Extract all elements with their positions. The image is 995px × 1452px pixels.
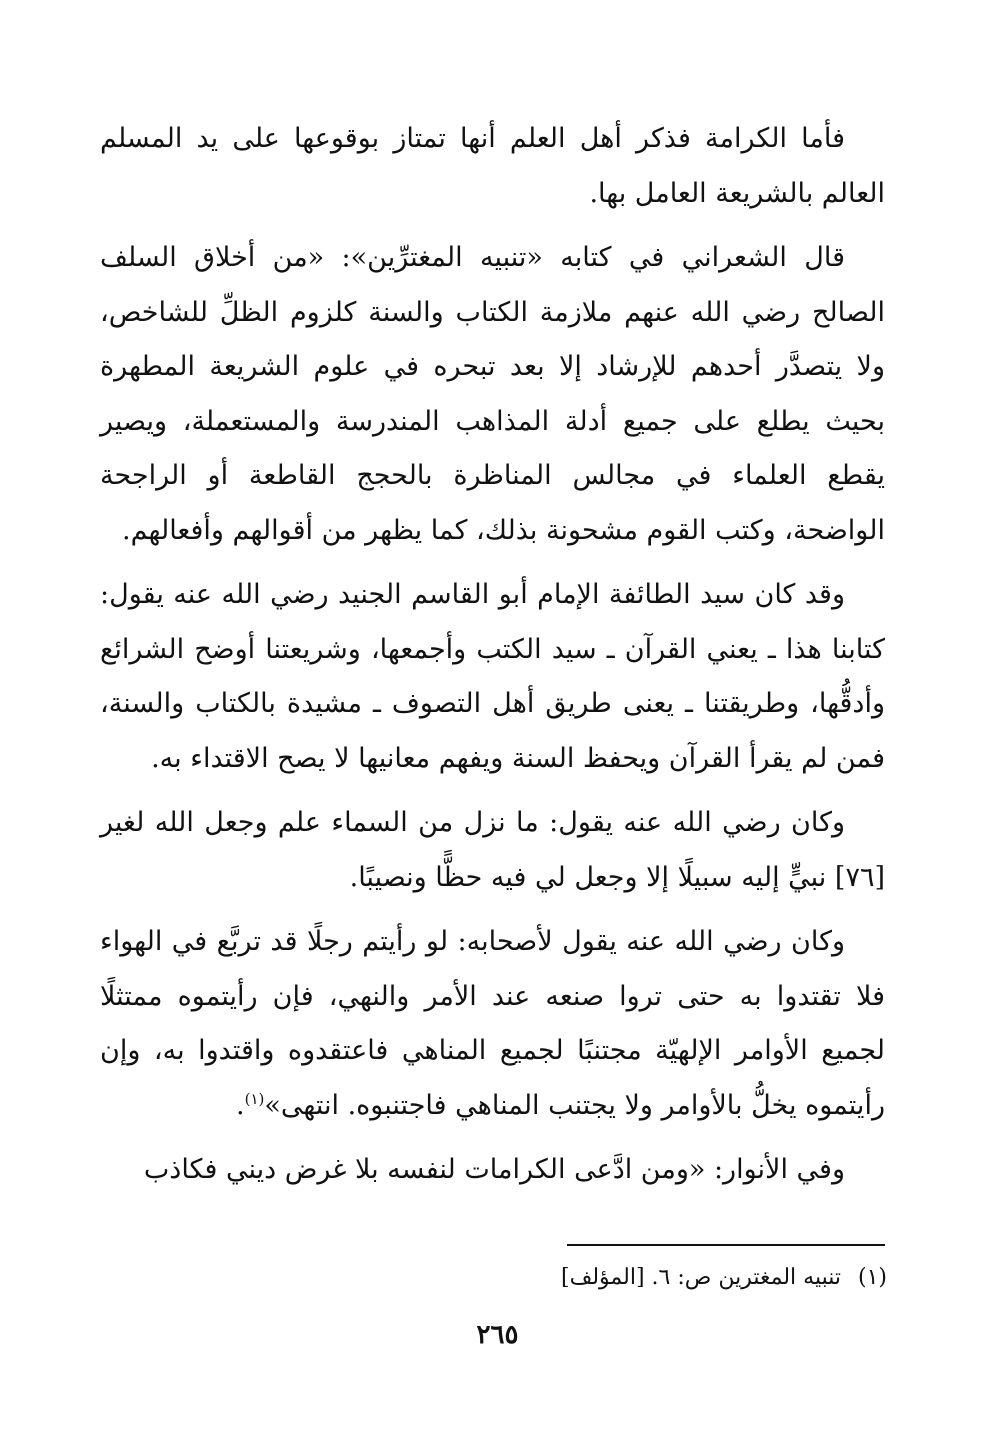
footnote-divider (567, 1244, 885, 1246)
paragraph-junayd: وقد كان سيد الطائفة الإمام أبو القاسم الجنيد رضي الله عنه يقول: كتابنا هذا ـ يعني القرآن ـ سيد الكتب وأجمعها، وشريعتنا أوضح الشرائع وأدقُّها، وطريقتنا ـ يعنى طريق أهل التصوف ـ مشيدة بالكتاب والسنة، فمن لم يقرأ القرآن ويحفظ السنة ويفهم معانيها لا يصح الاقتداء به. (100, 579, 885, 774)
footnote-reference: (١) (244, 1089, 265, 1108)
footnote-number: (١) (857, 1265, 887, 1290)
paragraph-companions-text: وكان رضي الله عنه يقول لأصحابه: لو رأيتم رجلًا قد تربَّع في الهواء فلا تقتدوا به حتى تروا صنعه عند الأمر والنهي، فإن رأيتموه ممتثلًا لجميع الأوامر الإلهيّة مجتنبًا لجميع المناهي فاعتقدوه واقتدوا به، وإن رأيتموه يخلُّ بالأوامر ولا يجتنب المناهي فاجتنبوه. انتهى» (100, 926, 885, 1121)
paragraph-companions: وكان رضي الله عنه يقول لأصحابه: لو رأيتم رجلًا قد تربَّع في الهواء فلا تقتدوا به حتى تروا صنعه عند الأمر والنهي، فإن رأيتموه ممتثلًا لجميع الأوامر الإلهيّة مجتنبًا لجميع المناهي فاعتقدوه واقتدوا به، وإن رأيتموه يخلُّ بالأوامر ولا يجتنب المناهي فاجتنبوه. انتهى»$^{(١)}$. (100, 926, 885, 1121)
page-number: ٢٦٥ (476, 1320, 519, 1350)
paragraph-karama: فأما الكرامة فذكر أهل العلم أنها تمتاز بوقوعها على يد المسلم العالم بالشريعة العامل بها. (100, 123, 885, 209)
paragraph-sharani-quote: قال الشعراني في كتابه «تنبيه المغترِّين»: «من أخلاق السلف الصالح رضي الله عنهم ملازمة الكتاب والسنة كلزوم الظلِّ للشاخص، ولا يتصدَّر أحدهم للإرشاد إلا بعد تبحره في علوم الشريعة المطهرة بحيث يطلع على جميع أدلة المذاهب المندرسة والمستعملة، ويصير يقطع العلماء في مجالس المناظرة بالحجج القاطعة أو الراجحة الواضحة، وكتب القوم مشحونة بذلك، كما يظهر من أقوالهم وأفعالهم. (100, 242, 885, 546)
main-text (100, 112, 885, 1208)
paragraph-anwar: وفي الأنوار: «ومن ادَّعى الكرامات لنفسه بلا غرض ديني فكاذب (143, 1154, 845, 1185)
paragraph-knowledge: وكان رضي الله عنه يقول: ما نزل من السماء علم وجعل الله لغير [٧٦] نبيٍّ إليه سبيلًا إلا وجعل لي فيه حظًّا ونصيبًا. (100, 807, 885, 893)
footnote (187, 1262, 887, 1294)
footnote-text: تنبيه المغترين ص: ٦. [المؤلف] (561, 1265, 841, 1290)
